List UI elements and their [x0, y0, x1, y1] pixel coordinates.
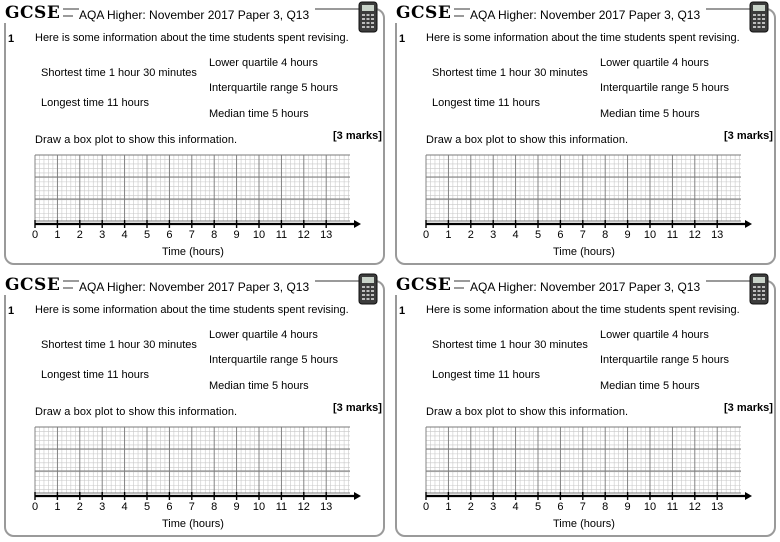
x-axis-tick-label: 8	[211, 501, 218, 513]
x-axis-tick-label: 6	[557, 501, 564, 513]
paper-reference: AQA Higher: November 2017 Paper 3, Q13	[470, 8, 706, 22]
x-axis-tick-label: 13	[711, 229, 724, 241]
x-axis-tick-label: 3	[99, 501, 106, 513]
question-number: 1	[8, 33, 15, 45]
x-axis-tick-label: 5	[143, 501, 151, 513]
marks-label: [3 marks]	[724, 402, 773, 414]
x-axis-tick-label: 6	[166, 229, 173, 241]
x-axis-tick-label: 0	[422, 501, 430, 513]
longest-time-text: Longest time 11 hours	[41, 369, 150, 381]
x-axis-arrowhead	[354, 220, 361, 228]
x-axis-tick-label: 3	[99, 229, 106, 241]
question-intro: Here is some information about the time students spent revising.	[426, 304, 740, 316]
shortest-time-text: Shortest time 1 hour 30 minutes	[41, 339, 197, 351]
longest-time-text: Longest time 11 hours	[41, 97, 150, 109]
x-axis-tick-label: 9	[233, 229, 240, 241]
iqr-text: Interquartile range 5 hours	[209, 82, 339, 94]
median-text: Median time 5 hours	[209, 108, 309, 120]
question-number: 1	[399, 33, 406, 45]
x-axis-tick-label: 6	[166, 501, 173, 513]
x-axis-tick-label: 0	[422, 229, 430, 241]
x-axis-tick-label: 2	[76, 229, 83, 241]
x-axis-tick-label: 2	[467, 229, 474, 241]
x-axis-tick-label: 13	[320, 501, 333, 513]
paper-reference: AQA Higher: November 2017 Paper 3, Q13	[79, 280, 315, 294]
x-axis-arrowhead	[745, 492, 752, 500]
longest-time-text: Longest time 11 hours	[432, 369, 541, 381]
x-axis-tick-label: 7	[188, 501, 195, 513]
x-axis-tick-label: 13	[320, 229, 333, 241]
median-text: Median time 5 hours	[600, 108, 700, 120]
x-axis-label: Time (hours)	[553, 518, 615, 530]
x-axis-tick-label: 4	[121, 229, 128, 241]
box-plot-grid[interactable]	[0, 0, 390, 270]
longest-time-text: Longest time 11 hours	[432, 97, 541, 109]
x-axis-tick-label: 10	[252, 229, 266, 241]
gcse-logo: GCSE	[2, 275, 63, 295]
x-axis-tick-label: 6	[557, 229, 564, 241]
shortest-time-text: Shortest time 1 hour 30 minutes	[41, 67, 197, 79]
lower-quartile-text: Lower quartile 4 hours	[209, 329, 318, 341]
x-axis-tick-label: 11	[666, 501, 679, 513]
lower-quartile-text: Lower quartile 4 hours	[600, 57, 709, 69]
gcse-logo: GCSE	[2, 3, 63, 23]
box-plot-grid[interactable]	[391, 272, 780, 542]
box-plot-grid[interactable]	[0, 272, 390, 542]
paper-reference: AQA Higher: November 2017 Paper 3, Q13	[470, 280, 706, 294]
question-number: 1	[8, 305, 15, 317]
x-axis-tick-label: 8	[602, 229, 609, 241]
x-axis-tick-label: 1	[445, 229, 452, 241]
x-axis-label: Time (hours)	[553, 246, 615, 258]
instruction-text: Draw a box plot to show this information.	[426, 134, 629, 146]
x-axis-tick-label: 9	[233, 501, 240, 513]
x-axis-tick-label: 12	[297, 229, 310, 241]
x-axis-tick-label: 1	[54, 501, 61, 513]
x-axis-tick-label: 9	[624, 229, 631, 241]
x-axis-tick-label: 11	[275, 501, 288, 513]
x-axis-tick-label: 12	[297, 501, 310, 513]
gcse-logo: GCSE	[393, 275, 454, 295]
x-axis-tick-label: 1	[445, 501, 452, 513]
x-axis-tick-label: 4	[512, 501, 519, 513]
x-axis-tick-label: 0	[31, 229, 39, 241]
marks-label: [3 marks]	[333, 402, 382, 414]
x-axis-tick-label: 7	[188, 229, 195, 241]
shortest-time-text: Shortest time 1 hour 30 minutes	[432, 67, 588, 79]
x-axis-tick-label: 11	[275, 229, 288, 241]
question-card	[0, 0, 390, 270]
x-axis-tick-label: 7	[579, 229, 586, 241]
paper-reference: AQA Higher: November 2017 Paper 3, Q13	[79, 8, 315, 22]
x-axis-tick-label: 7	[579, 501, 586, 513]
box-plot-grid[interactable]	[391, 0, 780, 270]
x-axis-tick-label: 0	[31, 501, 39, 513]
x-axis-tick-label: 13	[711, 501, 724, 513]
x-axis-tick-label: 5	[143, 229, 151, 241]
median-text: Median time 5 hours	[600, 380, 700, 392]
instruction-text: Draw a box plot to show this information.	[35, 134, 238, 146]
median-text: Median time 5 hours	[209, 380, 309, 392]
x-axis-tick-label: 12	[688, 501, 701, 513]
x-axis-tick-label: 10	[643, 229, 657, 241]
question-number: 1	[399, 305, 406, 317]
x-axis-tick-label: 8	[211, 229, 218, 241]
instruction-text: Draw a box plot to show this information.	[426, 406, 629, 418]
iqr-text: Interquartile range 5 hours	[209, 354, 339, 366]
question-card	[391, 272, 780, 542]
question-intro: Here is some information about the time students spent revising.	[35, 32, 349, 44]
x-axis-tick-label: 1	[54, 229, 61, 241]
x-axis-tick-label: 2	[467, 501, 474, 513]
x-axis-tick-label: 8	[602, 501, 609, 513]
x-axis-tick-label: 3	[490, 229, 497, 241]
iqr-text: Interquartile range 5 hours	[600, 82, 730, 94]
marks-label: [3 marks]	[333, 130, 382, 142]
x-axis-tick-label: 9	[624, 501, 631, 513]
x-axis-tick-label: 11	[666, 229, 679, 241]
iqr-text: Interquartile range 5 hours	[600, 354, 730, 366]
marks-label: [3 marks]	[724, 130, 773, 142]
x-axis-arrowhead	[745, 220, 752, 228]
question-card	[391, 0, 780, 270]
x-axis-tick-label: 3	[490, 501, 497, 513]
x-axis-tick-label: 5	[534, 501, 542, 513]
x-axis-label: Time (hours)	[162, 246, 224, 258]
x-axis-label: Time (hours)	[162, 518, 224, 530]
x-axis-tick-label: 4	[121, 501, 128, 513]
x-axis-arrowhead	[354, 492, 361, 500]
x-axis-tick-label: 4	[512, 229, 519, 241]
x-axis-tick-label: 12	[688, 229, 701, 241]
gcse-logo: GCSE	[393, 3, 454, 23]
x-axis-tick-label: 5	[534, 229, 542, 241]
instruction-text: Draw a box plot to show this information.	[35, 406, 238, 418]
lower-quartile-text: Lower quartile 4 hours	[209, 57, 318, 69]
question-card	[0, 272, 390, 542]
x-axis-tick-label: 10	[252, 501, 266, 513]
question-intro: Here is some information about the time students spent revising.	[35, 304, 349, 316]
question-intro: Here is some information about the time students spent revising.	[426, 32, 740, 44]
x-axis-tick-label: 2	[76, 501, 83, 513]
lower-quartile-text: Lower quartile 4 hours	[600, 329, 709, 341]
shortest-time-text: Shortest time 1 hour 30 minutes	[432, 339, 588, 351]
x-axis-tick-label: 10	[643, 501, 657, 513]
